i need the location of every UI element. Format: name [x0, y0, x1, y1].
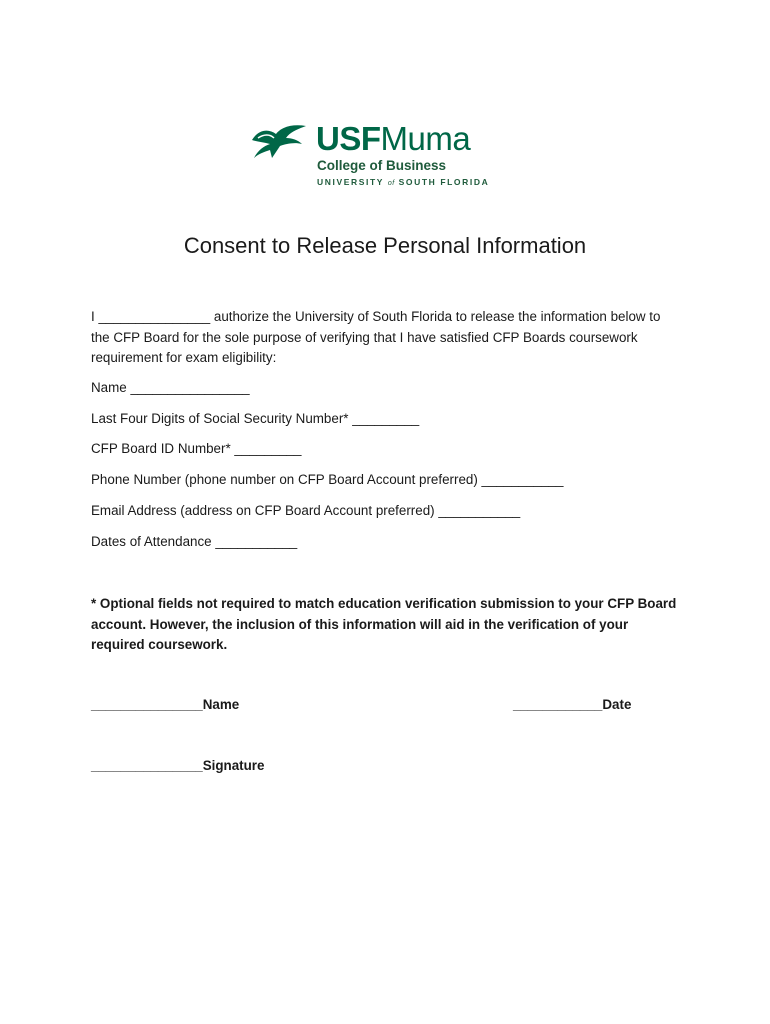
signature-line[interactable]: _______________Signature	[91, 758, 265, 773]
document-title: Consent to Release Personal Information	[183, 233, 587, 258]
optional-fields-note: * Optional fields not required to match education verification submission to your CFP Board account. However, the inclusion of this information will aid in the verification of your required coursework.	[91, 596, 677, 652]
univ-part1: UNIVERSITY	[317, 177, 384, 187]
usf-muma-logo	[250, 120, 490, 192]
brand-wordmark	[316, 122, 470, 156]
name-signature-line[interactable]: _______________Name	[91, 697, 240, 712]
field-email-address[interactable]: Email Address (address on CFP Board Account preferred) ___________	[91, 503, 521, 518]
field-name[interactable]: Name ________________	[91, 380, 250, 395]
university-name	[317, 177, 489, 187]
univ-of: of	[387, 180, 395, 187]
field-phone-number[interactable]: Phone Number (phone number on CFP Board Account preferred) ___________	[91, 472, 564, 487]
brand-usf: USF	[316, 120, 381, 157]
univ-part2: SOUTH FLORIDA	[398, 177, 490, 187]
date-signature-line[interactable]: ____________Date	[513, 697, 632, 712]
field-cfp-board-id[interactable]: CFP Board ID Number* _________	[91, 441, 302, 456]
college-name: College of Business	[317, 158, 447, 173]
usf-bull-horns-icon	[250, 120, 308, 160]
authorization-paragraph: I _______________ authorize the University of South Florida to release the information below to the CFP Board for the sole purpose of verifying that I have satisfied CFP Boards coursework requirement for exam eligibility:	[91, 309, 661, 365]
brand-muma: Muma	[380, 120, 471, 157]
field-ssn-last-four[interactable]: Last Four Digits of Social Security Number* _________	[91, 411, 420, 426]
field-dates-of-attendance[interactable]: Dates of Attendance ___________	[91, 534, 298, 549]
